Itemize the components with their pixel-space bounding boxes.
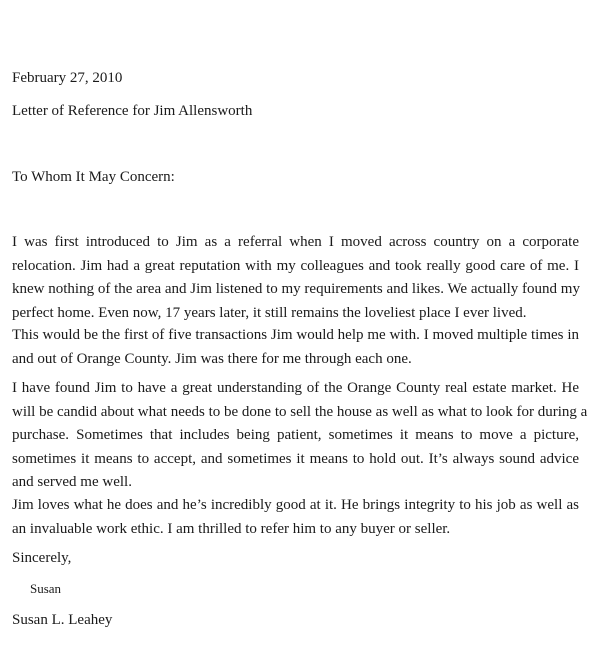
letter-date: February 27, 2010 <box>12 70 123 86</box>
signer-name: Susan L. Leahey <box>12 612 113 628</box>
paragraph-line: sometimes it means to accept, and sometimes it means to hold out. It’s always sound advice <box>12 450 579 467</box>
body-paragraph-3 <box>12 377 588 495</box>
paragraph-line: I was first introduced to Jim as a referral when I moved across country on a corporate <box>12 234 579 250</box>
paragraph-line: I have found Jim to have a great understanding of the Orange County real estate market. He <box>12 380 579 396</box>
letter-salutation: To Whom It May Concern: <box>12 169 175 185</box>
paragraph-line: Jim loves what he does and he’s incredibly good at it. He brings integrity to his job as well as <box>12 497 579 513</box>
paragraph-line: and out of Orange County. Jim was there for me through each one. <box>12 350 412 367</box>
body-paragraph-2 <box>12 324 579 371</box>
paragraph-line: and served me well. <box>12 474 132 490</box>
paragraph-line: knew nothing of the area and Jim listened to my requirements and likes. We actually found my <box>12 281 580 297</box>
paragraph-line: perfect home. Even now, 17 years later, it still remains the loveliest place I ever lived. <box>12 304 527 321</box>
paragraph-line: relocation. Jim had a great reputation with my colleagues and took really good care of me. I <box>12 257 579 274</box>
paragraph-line: purchase. Sometimes that includes being patient, sometimes it means to move a picture, <box>12 427 579 443</box>
letter-subject: Letter of Reference for Jim Allensworth <box>12 103 253 119</box>
body-paragraph-4 <box>12 494 579 541</box>
body-paragraph-1 <box>12 231 579 325</box>
paragraph-line: an invaluable work ethic. I am thrilled to refer him to any buyer or seller. <box>12 520 451 537</box>
paragraph-line: This would be the first of five transactions Jim would help me with. I moved multiple times in <box>12 327 579 343</box>
paragraph-line: will be candid about what needs to be done to sell the house as well as what to look for during a <box>12 403 588 420</box>
signature: Susan <box>30 581 62 596</box>
letter-page <box>12 0 588 662</box>
letter-closing: Sincerely, <box>12 550 72 566</box>
